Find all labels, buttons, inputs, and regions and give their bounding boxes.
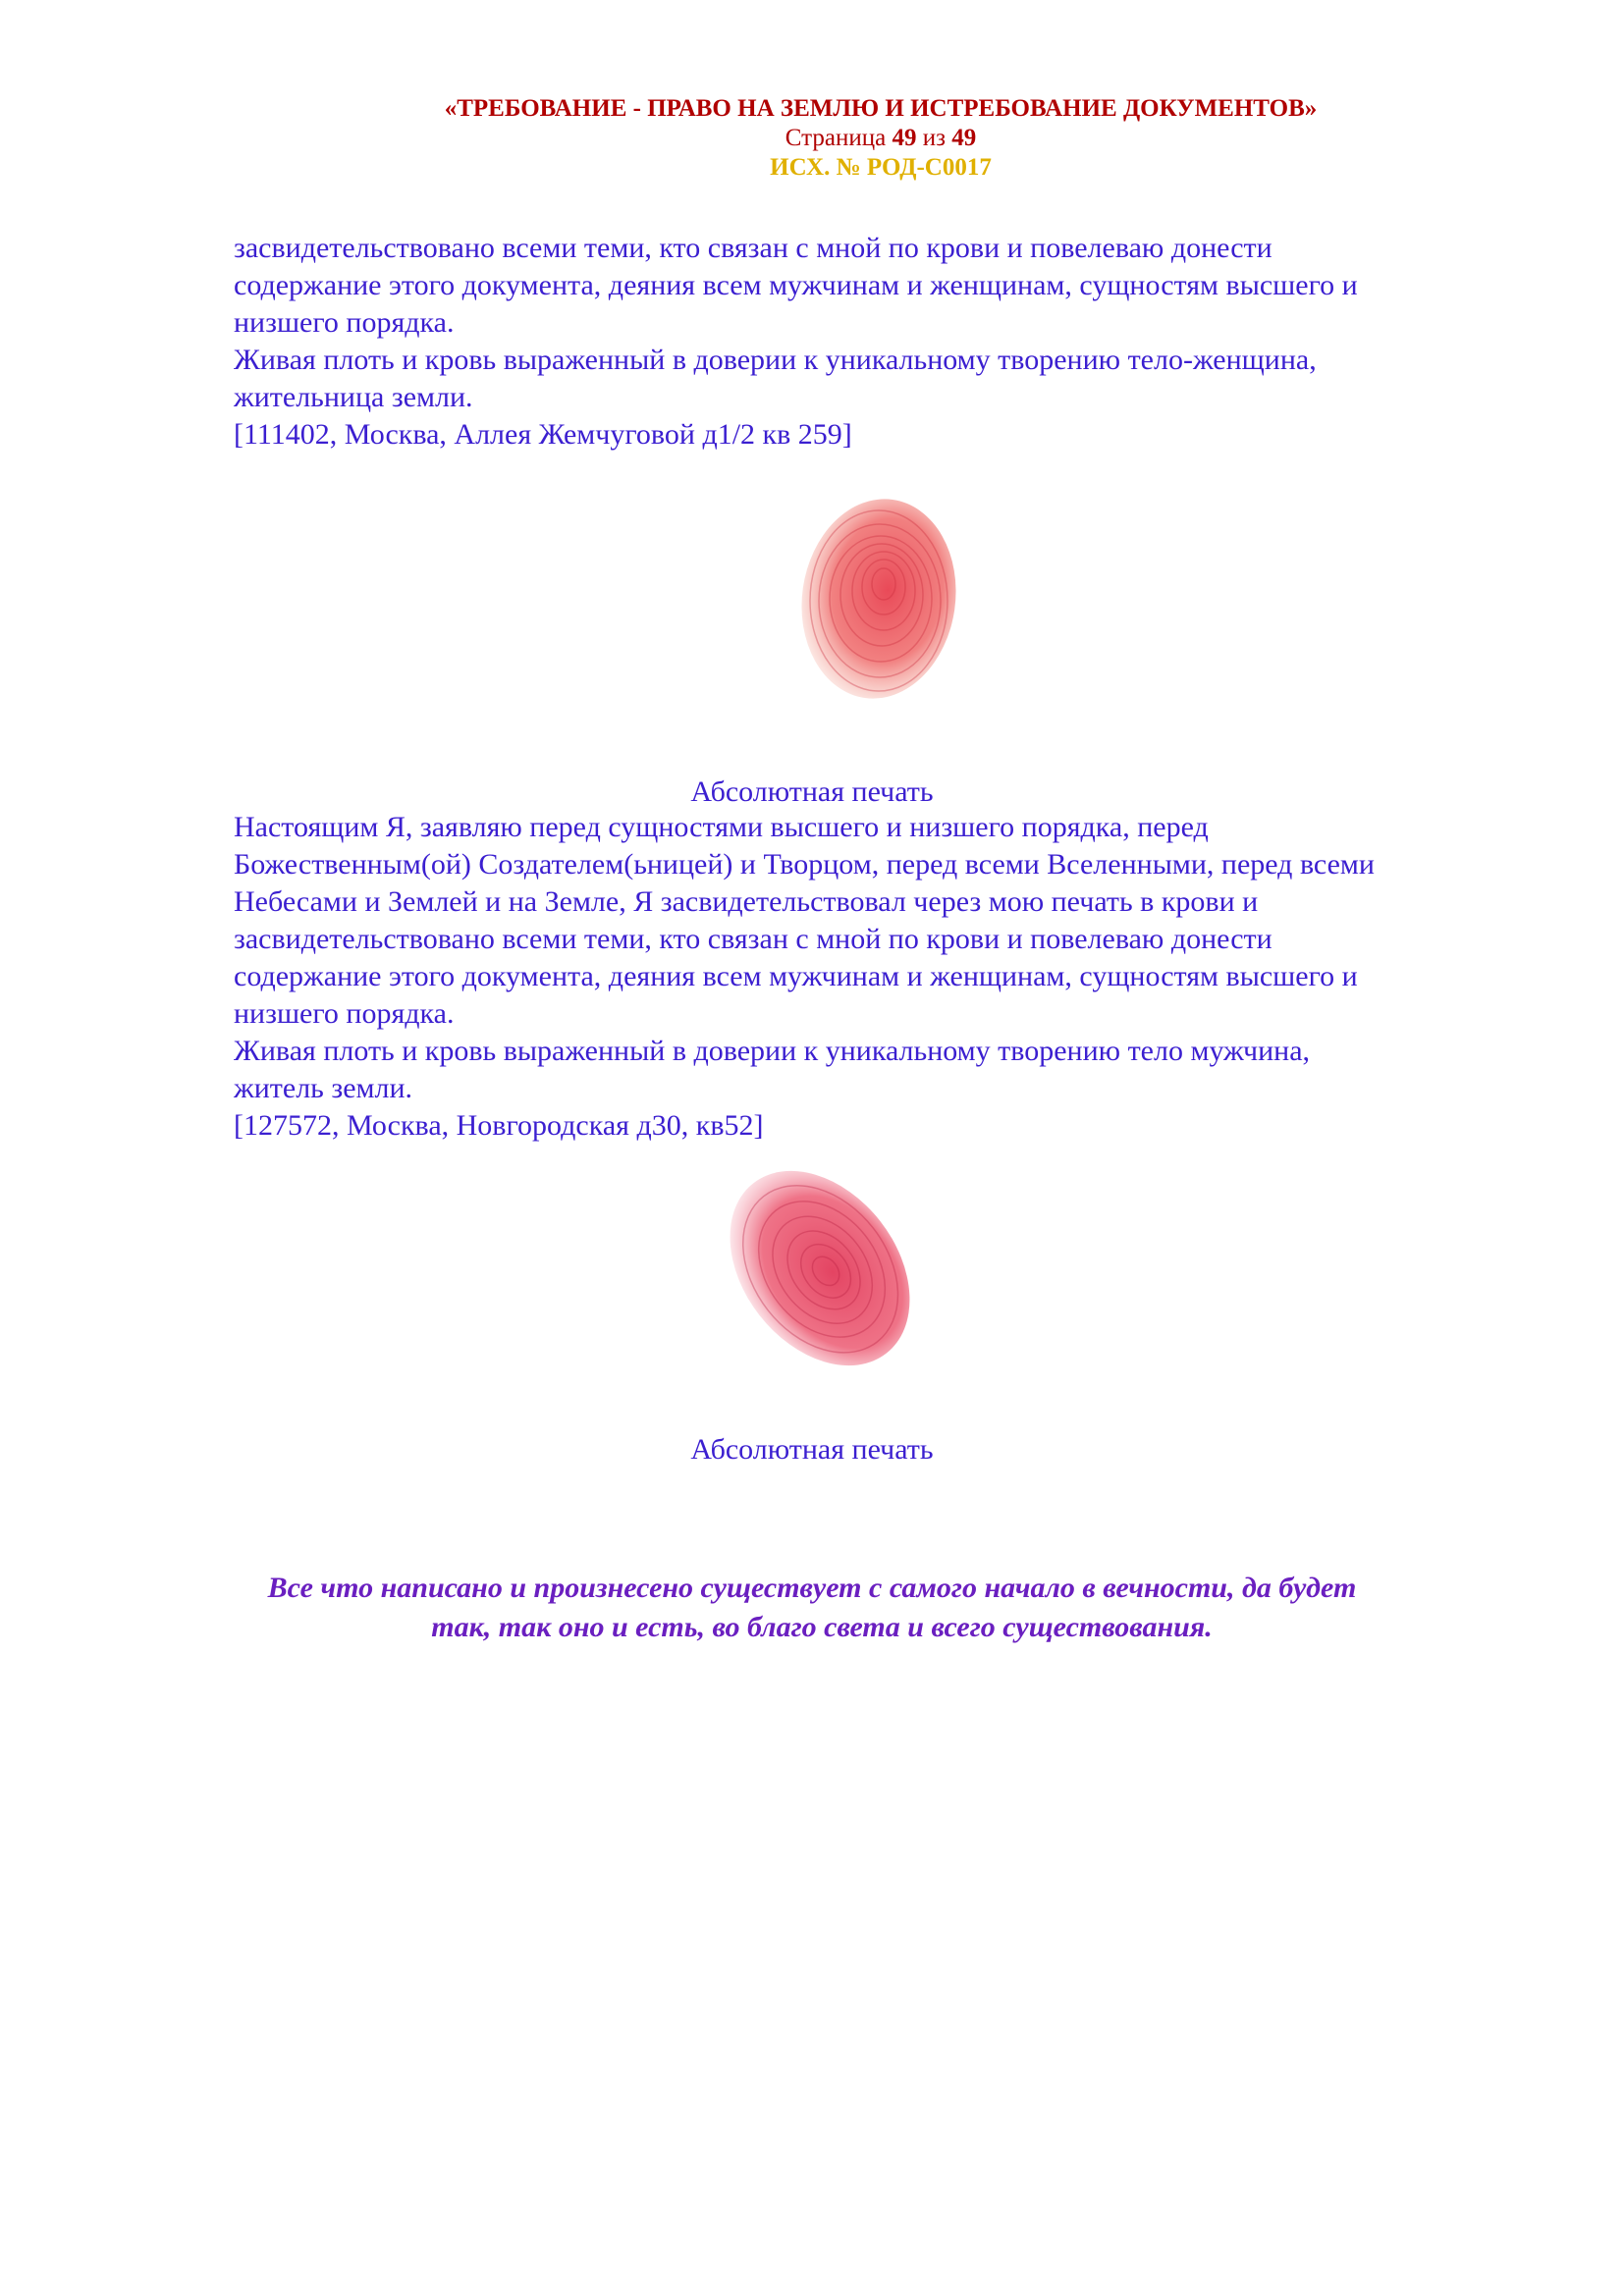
fingerprint-icon — [687, 1158, 943, 1374]
closing-line: Все что написано и произнесено существует с самого начало в вечности, да будет — [267, 1572, 1357, 1604]
text-line: жительница земли. — [234, 381, 473, 413]
document-reference: ИСХ. № РОД-С0017 — [770, 154, 992, 181]
seal-label: Абсолютная печать — [690, 1433, 934, 1466]
page-counter — [0, 124, 1624, 153]
address-line: [111402, Москва, Аллея Жемчуговой д1/2 кв 259] — [234, 418, 852, 451]
closing-statement — [0, 1569, 1624, 1647]
page-prefix: Страница — [785, 125, 893, 151]
page-separator: из — [916, 125, 952, 151]
declaration-block-man — [234, 809, 1510, 1145]
closing-line: так, так оно и есть, во благо света и всего существования. — [431, 1611, 1213, 1643]
text-line: Небесами и Землей и на Земле, Я засвидетельствовал через мою печать в крови и — [234, 885, 1259, 918]
page-current: 49 — [892, 125, 917, 151]
text-line: содержание этого документа, деяния всем мужчинам и женщинам, сущностям высшего и — [234, 269, 1358, 301]
text-line: Божественным(ой) Создателем(ьницей) и Творцом, перед всеми Вселенными, перед всеми — [234, 848, 1375, 881]
text-line: засвидетельствовано всеми теми, кто связан с мной по крови и повелеваю донести — [234, 232, 1272, 264]
text-line: низшего порядка. — [234, 306, 455, 339]
text-line: низшего порядка. — [234, 997, 455, 1030]
page-total: 49 — [951, 125, 977, 151]
text-line: Настоящим Я, заявляю перед сущностями высшего и низшего порядка, перед — [234, 811, 1209, 843]
address-line: [127572, Москва, Новгородская д30, кв52] — [234, 1109, 764, 1142]
text-line: житель земли. — [234, 1072, 413, 1104]
fingerprint-icon — [785, 491, 962, 707]
seal-label: Абсолютная печать — [690, 775, 934, 808]
declaration-block-woman — [234, 230, 1510, 454]
text-line: Живая плоть и кровь выраженный в доверии к уникальному творению тело-женщина, — [234, 344, 1317, 376]
text-line: Живая плоть и кровь выраженный в доверии к уникальному творению тело мужчина, — [234, 1035, 1311, 1067]
text-line: засвидетельствовано всеми теми, кто связан с мной по крови и повелеваю донести — [234, 923, 1272, 955]
document-title: «ТРЕБОВАНИЕ - ПРАВО НА ЗЕМЛЮ И ИСТРЕБОВАНИЕ ДОКУМЕНТОВ» — [444, 95, 1318, 122]
text-line: содержание этого документа, деяния всем мужчинам и женщинам, сущностям высшего и — [234, 960, 1358, 992]
